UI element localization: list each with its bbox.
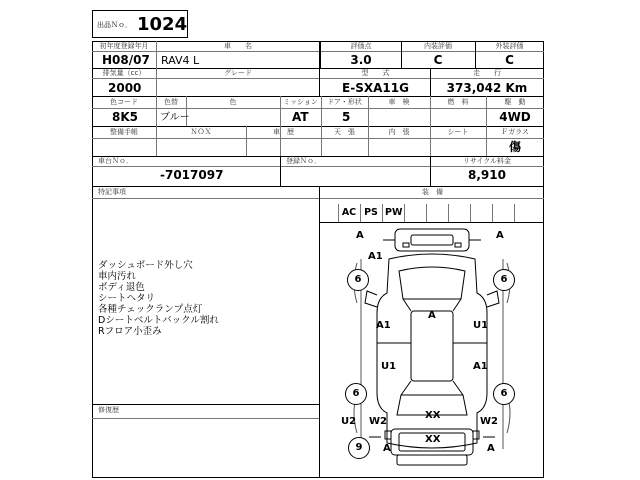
displacement-value: 2000 xyxy=(108,81,142,95)
equipment-label: 装 備 xyxy=(422,188,443,196)
damage-front-right-door: U1 xyxy=(473,320,489,331)
chassis-no-value: -7017097 xyxy=(160,168,224,182)
damage-rear-left-corner: A xyxy=(383,443,391,454)
damage-front-right-wheel: 6 xyxy=(493,269,515,291)
equipment-ps: PS xyxy=(364,207,378,218)
damage-left-quarter-u: U2 xyxy=(341,416,357,427)
damage-rear-right-door: A1 xyxy=(473,361,488,372)
transmission-label: ミッション xyxy=(283,98,318,106)
color-code-value: 8K5 xyxy=(112,110,138,124)
mileage-label: 走 行 xyxy=(473,69,501,77)
color-change-label: 色替 xyxy=(164,98,178,106)
score-value: 3.0 xyxy=(350,53,372,67)
interior-value: C xyxy=(433,53,443,67)
exterior-value: C xyxy=(505,53,514,67)
damage-rear-left-door: U1 xyxy=(381,361,397,372)
first-reg-value: H08/07 xyxy=(102,53,150,67)
notes-list xyxy=(98,260,313,337)
mileage-value: 373,042 Km xyxy=(446,81,528,95)
transmission-value: AT xyxy=(292,110,309,124)
damage-hood-front: A1 xyxy=(368,251,383,262)
displacement-label: 排気量（cc） xyxy=(102,69,146,77)
model-code-value: E-SXA11G xyxy=(342,81,409,95)
fuel-label: 燃 料 xyxy=(447,98,469,106)
color-value: ブルー xyxy=(160,112,190,123)
note-item: 各種チェックランプ点灯 xyxy=(98,304,203,315)
color-label: 色 xyxy=(229,98,237,106)
inspection-label: 車 検 xyxy=(388,98,410,106)
lot-number: 1024 xyxy=(137,14,188,35)
damage-rear-right-corner: A xyxy=(487,443,495,454)
note-item: Rフロア小歪み xyxy=(98,326,162,337)
repair-history-label: 修復歴 xyxy=(98,406,119,414)
drive-value: 4WD xyxy=(499,110,531,124)
score-label: 評価点 xyxy=(350,42,372,50)
note-item: Dシートベルトバックル割れ xyxy=(98,315,219,326)
manual-label: 整備手帳 xyxy=(110,128,138,136)
interior-trim-label: 内 張 xyxy=(388,128,410,136)
damage-front-left-wheel: 6 xyxy=(347,269,369,291)
f-glass-value: 傷 xyxy=(508,140,521,154)
damage-rear-glass: XX xyxy=(425,410,441,421)
damage-rear-bumper: XX xyxy=(425,434,441,445)
equipment-pw: PW xyxy=(385,207,403,218)
recycle-fee-label: リサイクル料金 xyxy=(462,157,512,165)
reg-no-label: 登録Ｎｏ． xyxy=(286,157,321,165)
sunroof-label: 天 張 xyxy=(334,128,355,136)
equipment-ac: AC xyxy=(341,207,357,218)
damage-roof: A xyxy=(428,310,436,321)
doors-value: 5 xyxy=(342,110,351,124)
damage-spare-tire: 9 xyxy=(348,437,370,459)
grade-label: グレード xyxy=(224,69,252,77)
drive-label: 駆 動 xyxy=(504,98,526,106)
doors-label: ドア・形状 xyxy=(327,98,362,106)
model-name-label: 車 名 xyxy=(224,42,252,50)
interior-label: 内装評価 xyxy=(424,42,452,50)
model-name-value: RAV4 L xyxy=(161,54,200,67)
damage-front-left-corner: A xyxy=(356,230,364,241)
chassis-no-label: 車台Ｎｏ． xyxy=(98,157,133,165)
damage-left-quarter-w: W2 xyxy=(369,416,387,427)
first-reg-label: 初年度登録年月 xyxy=(99,42,149,50)
note-item: ダッシュボード外し穴 xyxy=(98,260,193,271)
damage-rear-left-wheel: 6 xyxy=(345,383,367,405)
damage-front-right-corner: A xyxy=(496,230,504,241)
recycle-fee-value: 8,910 xyxy=(468,168,506,182)
f-glass-label: Ｆガラス xyxy=(501,128,529,136)
history-label: 車 歴 xyxy=(273,128,294,136)
note-item: シートヘタリ xyxy=(98,293,156,304)
exterior-label: 外装評価 xyxy=(495,42,524,50)
lot-number-label: 出品Ｎｏ． xyxy=(97,21,132,29)
nox-label: ＮＯＸ xyxy=(190,128,212,136)
damage-right-quarter-w: W2 xyxy=(480,416,498,427)
damage-rear-right-wheel: 6 xyxy=(493,383,515,405)
damage-front-left-door: A1 xyxy=(376,320,391,331)
color-code-label: 色コード xyxy=(110,98,138,106)
model-code-label: 型 式 xyxy=(361,69,390,77)
special-notes-label: 特記事項 xyxy=(98,188,126,196)
seat-label: シート xyxy=(447,128,469,136)
note-item: 車内汚れ xyxy=(98,271,137,282)
note-item: ボディ退色 xyxy=(98,282,145,293)
lot-number-box xyxy=(92,10,188,38)
